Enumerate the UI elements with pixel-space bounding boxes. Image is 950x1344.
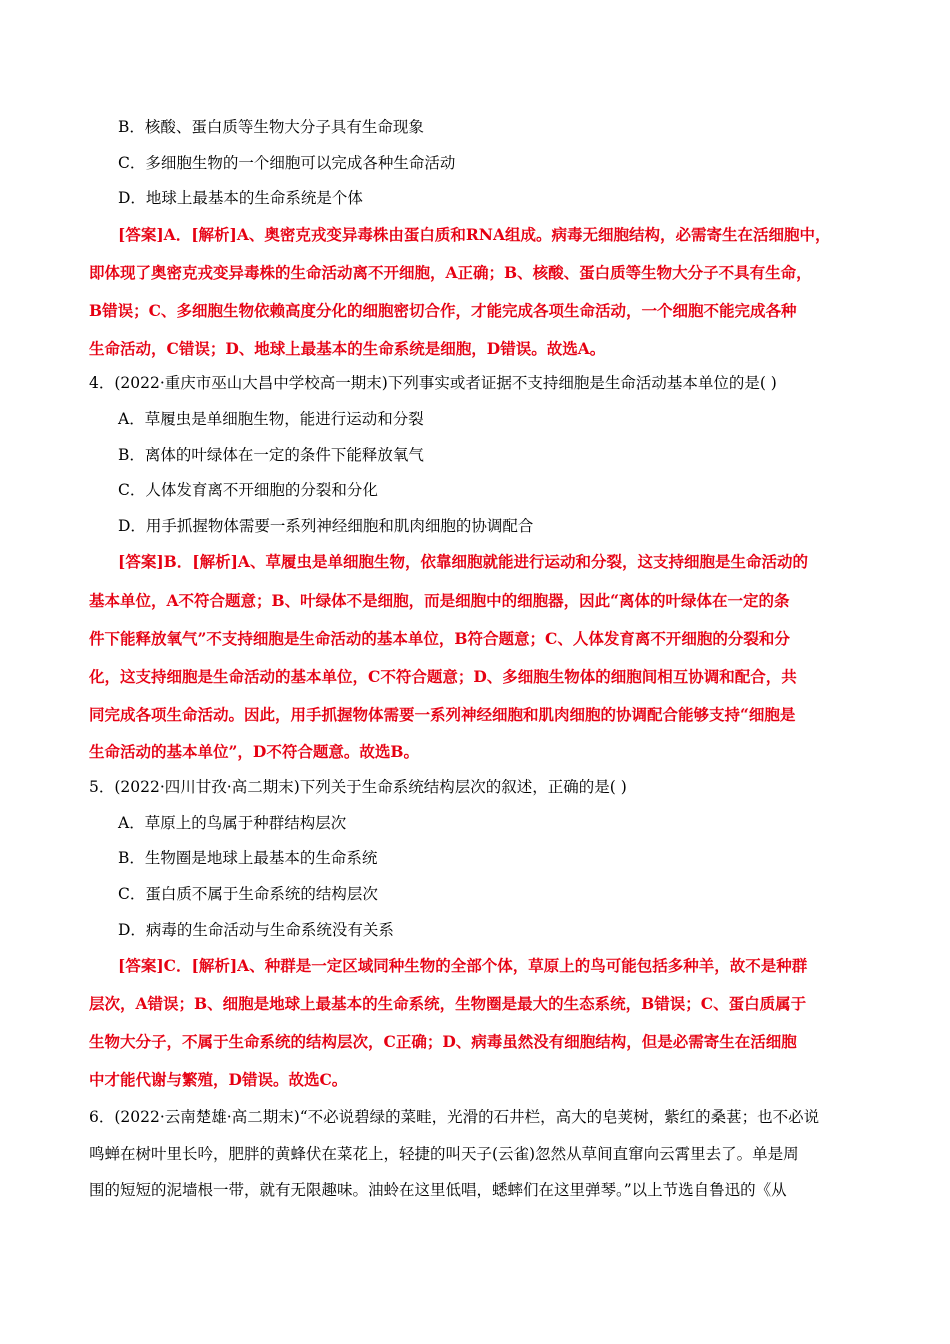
q3-answer-line-1: [答案]A．[解析]A、奥密克戎变异毒株由蛋白质和RNA组成。病毒无细胞结构，必需寄生在活细胞中， xyxy=(118,225,831,244)
q4-stem: 4．(2022·重庆市巫山大昌中学校高一期末)下列事实或者证据不支持细胞是生命活动基本单位的是( ) xyxy=(89,374,777,392)
q5-answer-line-2: 层次，A错误；B、细胞是地球上最基本的生命系统，生物圈是最大的生态系统，B错误；C、蛋白质属于 xyxy=(89,994,807,1013)
q4-answer-line-6: 生命活动的基本单位”，D不符合题意。故选B。 xyxy=(89,742,419,761)
q4-option-b: B．离体的叶绿体在一定的条件下能释放氧气 xyxy=(118,446,424,464)
q5-answer-line-1: [答案]C．[解析]A、种群是一定区域同种生物的全部个体，草原上的鸟可能包括多种羊，故不是种群 xyxy=(118,956,808,975)
q6-stem-line-3: 围的短短的泥墙根一带，就有无限趣味。油蛉在这里低唱，蟋蟀们在这里弹琴。”以上节选自鲁迅的《从 xyxy=(89,1181,787,1199)
q5-option-b: B．生物圈是地球上最基本的生命系统 xyxy=(118,849,378,867)
q5-option-d: D．病毒的生命活动与生命系统没有关系 xyxy=(118,921,394,939)
q4-answer-line-5: 同完成各项生命活动。因此，用手抓握物体需要一系列神经细胞和肌肉细胞的协调配合能够支持“细胞是 xyxy=(89,705,796,724)
q4-answer-line-4: 化，这支持细胞是生命活动的基本单位，C不符合题意；D、多细胞生物体的细胞间相互协调和配合，共 xyxy=(89,667,797,686)
q5-option-a: A．草原上的鸟属于种群结构层次 xyxy=(118,814,347,832)
q3-answer-line-2: 即体现了奥密克戎变异毒株的生命活动离不开细胞，A正确；B、核酸、蛋白质等生物大分子不具有生命， xyxy=(89,263,812,282)
q4-option-a: A．草履虫是单细胞生物，能进行运动和分裂 xyxy=(118,410,424,428)
q4-option-c: C．人体发育离不开细胞的分裂和分化 xyxy=(118,481,378,499)
q4-answer-line-3: 件下能释放氧气”不支持细胞是生命活动的基本单位，B符合题意；C、人体发育离不开细胞的分裂和分 xyxy=(89,629,790,648)
q4-answer-line-2: 基本单位，A不符合题意；B、叶绿体不是细胞，而是细胞中的细胞器，因此“离体的叶绿体在一定的条 xyxy=(89,591,790,610)
q5-answer-line-4: 中才能代谢与繁殖，D错误。故选C。 xyxy=(89,1070,348,1089)
q3-option-b: B．核酸、蛋白质等生物大分子具有生命现象 xyxy=(118,118,424,136)
q4-option-d: D．用手抓握物体需要一系列神经细胞和肌肉细胞的协调配合 xyxy=(118,517,534,535)
q5-option-c: C．蛋白质不属于生命系统的结构层次 xyxy=(118,885,378,903)
q4-answer-line-1: [答案]B．[解析]A、草履虫是单细胞生物，依靠细胞就能进行运动和分裂，这支持细胞是生命活动的 xyxy=(118,552,808,571)
q3-option-d: D．地球上最基本的生命系统是个体 xyxy=(118,189,363,207)
q3-answer-line-4: 生命活动，C错误；D、地球上最基本的生命系统是细胞，D错误。故选A。 xyxy=(89,339,606,358)
q5-answer-line-3: 生物大分子，不属于生命系统的结构层次，C正确；D、病毒虽然没有细胞结构，但是必需寄生在活细胞 xyxy=(89,1032,797,1051)
q6-stem-line-1: 6．(2022·云南楚雄·高二期末)“不必说碧绿的菜畦，光滑的石井栏，高大的皂荚树，紫红的桑葚；也不必说 xyxy=(89,1108,820,1126)
q5-stem: 5．(2022·四川甘孜·高二期末)下列关于生命系统结构层次的叙述，正确的是( ) xyxy=(89,778,627,796)
q3-answer-line-3: B错误；C、多细胞生物依赖高度分化的细胞密切合作，才能完成各项生命活动，一个细胞不能完成各种 xyxy=(89,301,797,320)
q3-option-c: C．多细胞生物的一个细胞可以完成各种生命活动 xyxy=(118,154,456,172)
q6-stem-line-2: 鸣蝉在树叶里长吟，肥胖的黄蜂伏在菜花上，轻捷的叫天子(云雀)忽然从草间直窜向云霄里去了。单是周 xyxy=(89,1145,799,1163)
